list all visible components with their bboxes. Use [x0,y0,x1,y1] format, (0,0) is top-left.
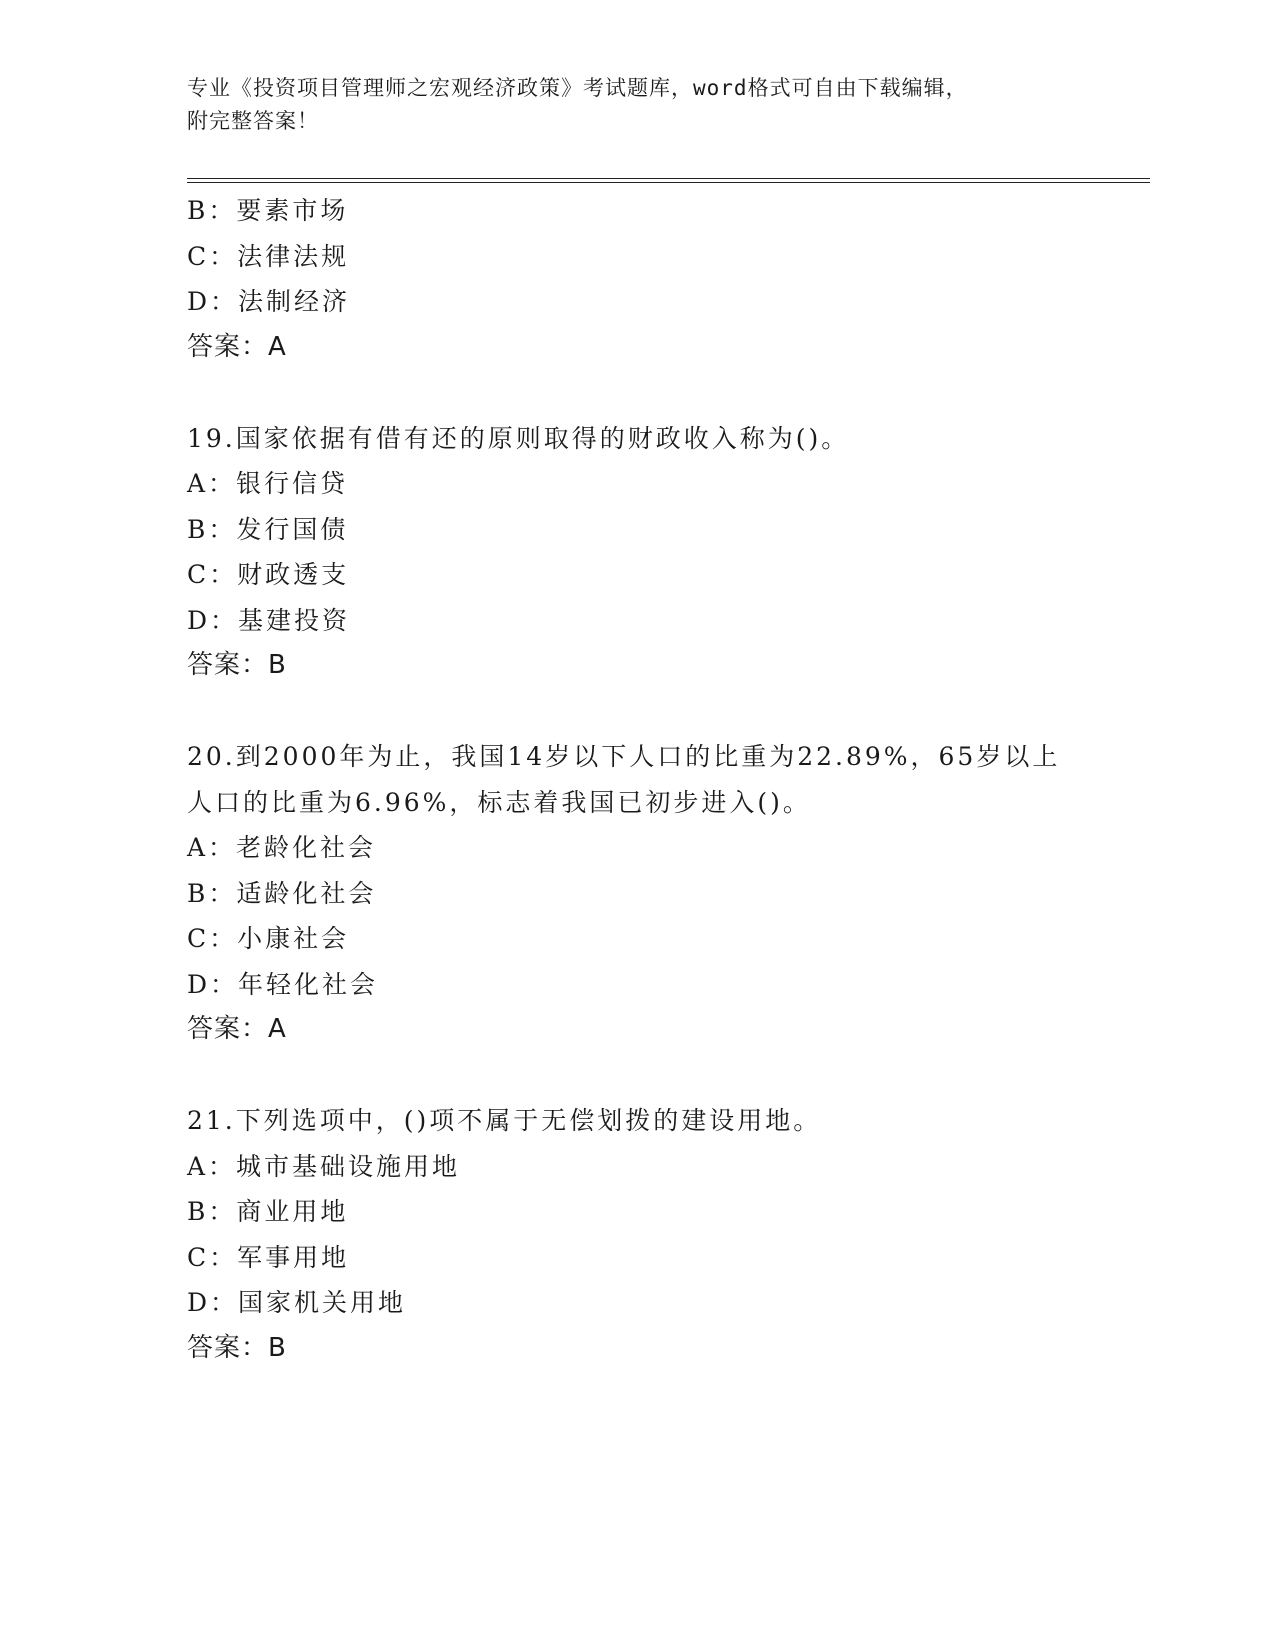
option-c: C：小康社会 [187,924,350,953]
answer-line: 答案：A [187,331,287,362]
option-b: B：要素市场 [187,196,349,225]
option-d: D：法制经济 [187,287,351,316]
page-header [187,72,1087,138]
option-b: B：发行国债 [187,514,349,544]
option-b: B：适龄化社会 [187,878,377,908]
header-divider [187,178,1150,183]
question-20 [187,734,1107,1053]
option-d: D：基建投资 [187,605,351,635]
question-stem-line-1: 20.到2000年为止，我国14岁以下人口的比重为22.89%，65岁以上 [187,742,1061,771]
option-c: C：财政透支 [187,560,350,589]
question-19 [187,416,1107,689]
option-a: A：银行信贷 [187,469,349,498]
option-b: B：商业用地 [187,1197,349,1226]
option-d: D：年轻化社会 [187,969,379,999]
spacer [187,1053,1107,1099]
question-21 [187,1098,1107,1371]
question-stem-line-2: 人口的比重为6.96%，标志着我国已初步进入()。 [187,787,811,817]
answer-line: 答案：A [187,1014,287,1044]
question-stem: 21.下列选项中，()项不属于无偿划拨的建设用地。 [187,1106,822,1135]
option-a: A：老龄化社会 [187,833,377,862]
option-d: D：国家机关用地 [187,1288,407,1317]
question-fragment [187,188,1107,370]
option-a: A：城市基础设施用地 [187,1151,461,1181]
option-c: C：军事用地 [187,1242,350,1272]
option-c: C：法律法规 [187,241,350,271]
header-line-1: 专业《投资项目管理师之宏观经济政策》考试题库，word格式可自由下载编辑， [187,76,968,100]
spacer [187,689,1107,735]
answer-line: 答案：B [187,1332,287,1363]
header-line-2: 附完整答案！ [187,109,319,133]
answer-line: 答案：B [187,650,287,680]
question-stem: 19.国家依据有借有还的原则取得的财政收入称为()。 [187,423,850,453]
spacer [187,370,1107,416]
question-list [187,188,1107,1371]
